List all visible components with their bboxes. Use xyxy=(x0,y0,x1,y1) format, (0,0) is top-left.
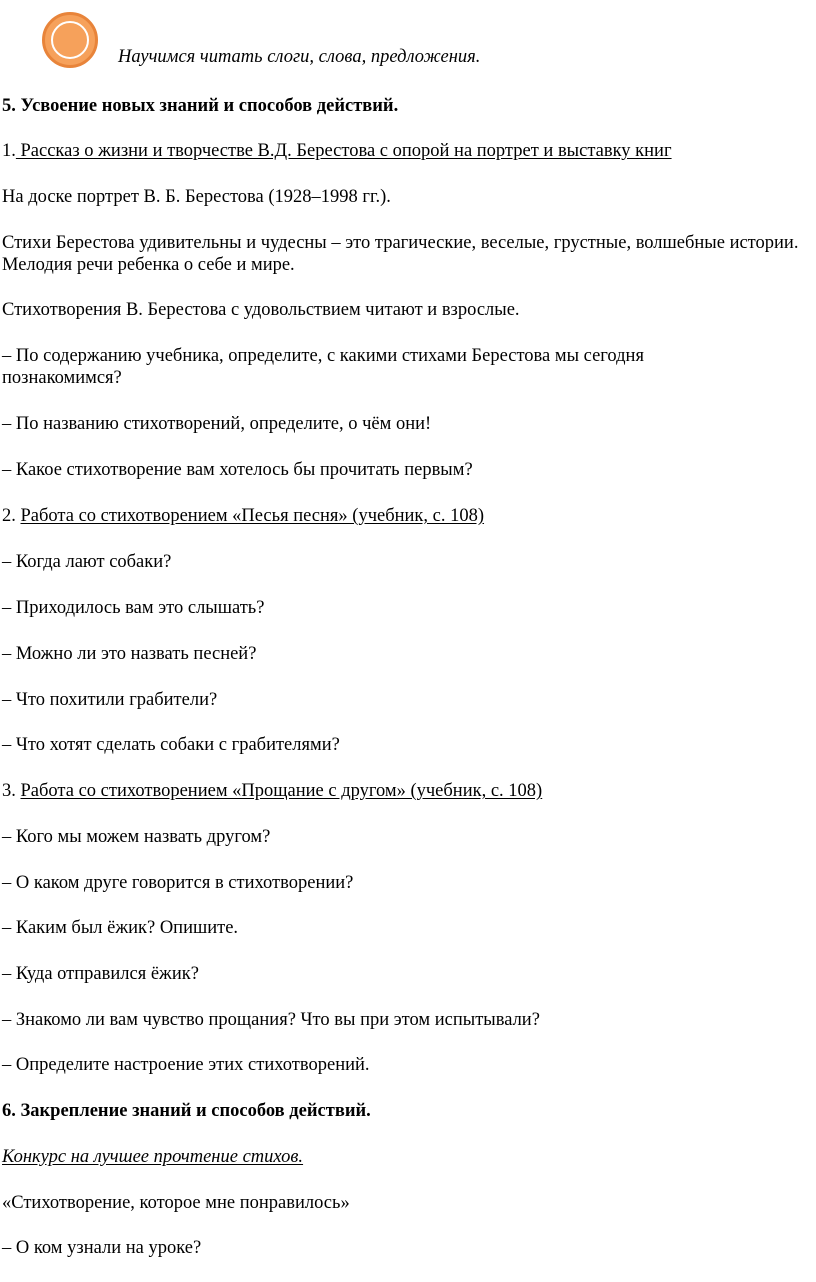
list-item: – Приходилось вам это слышать? xyxy=(2,598,265,618)
subtitle: Научимся читать слоги, слова, предложения. xyxy=(118,47,481,67)
final-question: – О ком узнали на уроке? xyxy=(2,1238,202,1258)
item2-number: 2. xyxy=(2,506,16,526)
item1-title: Рассказ о жизни и творчестве В.Д. Берестова с опорой на портрет и выставку книг xyxy=(15,141,672,161)
orange-circle-icon xyxy=(42,12,98,68)
list-item: – Что похитили грабители? xyxy=(2,690,218,710)
list-item: – Когда лают собаки? xyxy=(2,552,172,572)
paragraph-poems: Стихи Берестова удивительны и чудесны – это трагические, веселые, грустные, волшебные истории. Мелодия речи ребенка о себе и мире. xyxy=(2,233,799,275)
list-item: – О каком друге говорится в стихотворении? xyxy=(2,873,354,893)
list-item: – Знакомо ли вам чувство прощания? Что вы при этом испытывали? xyxy=(2,1010,540,1030)
item3-title: Работа со стихотворением «Прощание с другом» (учебник, с. 108) xyxy=(20,781,543,801)
list-item: – Куда отправился ёжик? xyxy=(2,964,199,984)
list-item: – Кого мы можем назвать другом? xyxy=(2,827,271,847)
section6-heading: 6. Закрепление знаний и способов действий. xyxy=(2,1101,371,1121)
question-first-poem: – Какое стихотворение вам хотелось бы прочитать первым? xyxy=(2,460,473,480)
item2-line xyxy=(2,505,484,527)
section5-heading: 5. Усвоение новых знаний и способов действий. xyxy=(2,96,399,116)
item3-line xyxy=(2,780,542,802)
item1-number: 1. xyxy=(2,141,16,161)
question-titles: – По названию стихотворений, определите, о чём они! xyxy=(2,414,432,434)
item3-number: 3. xyxy=(2,781,16,801)
favorite-poem-quote: «Стихотворение, которое мне понравилось» xyxy=(2,1193,350,1213)
item1-line xyxy=(2,140,672,162)
list-item: – Что хотят сделать собаки с грабителями? xyxy=(2,735,340,755)
contest-title: Конкурс на лучшее прочтение стихов. xyxy=(2,1147,304,1167)
question-textbook: – По содержанию учебника, определите, с какими стихами Берестова мы сегодня познакомимся? xyxy=(2,346,644,388)
list-item: – Можно ли это назвать песней? xyxy=(2,644,257,664)
paragraph-adults: Стихотворения В. Берестова с удовольствием читают и взрослые. xyxy=(2,300,520,320)
paragraph-portrait: На доске портрет В. Б. Берестова (1928–1998 гг.). xyxy=(2,187,391,207)
list-item: – Определите настроение этих стихотворений. xyxy=(2,1055,370,1075)
item2-title: Работа со стихотворением «Песья песня» (учебник, с. 108) xyxy=(20,506,485,526)
orange-circle-inner xyxy=(51,21,89,59)
list-item: – Каким был ёжик? Опишите. xyxy=(2,918,239,938)
